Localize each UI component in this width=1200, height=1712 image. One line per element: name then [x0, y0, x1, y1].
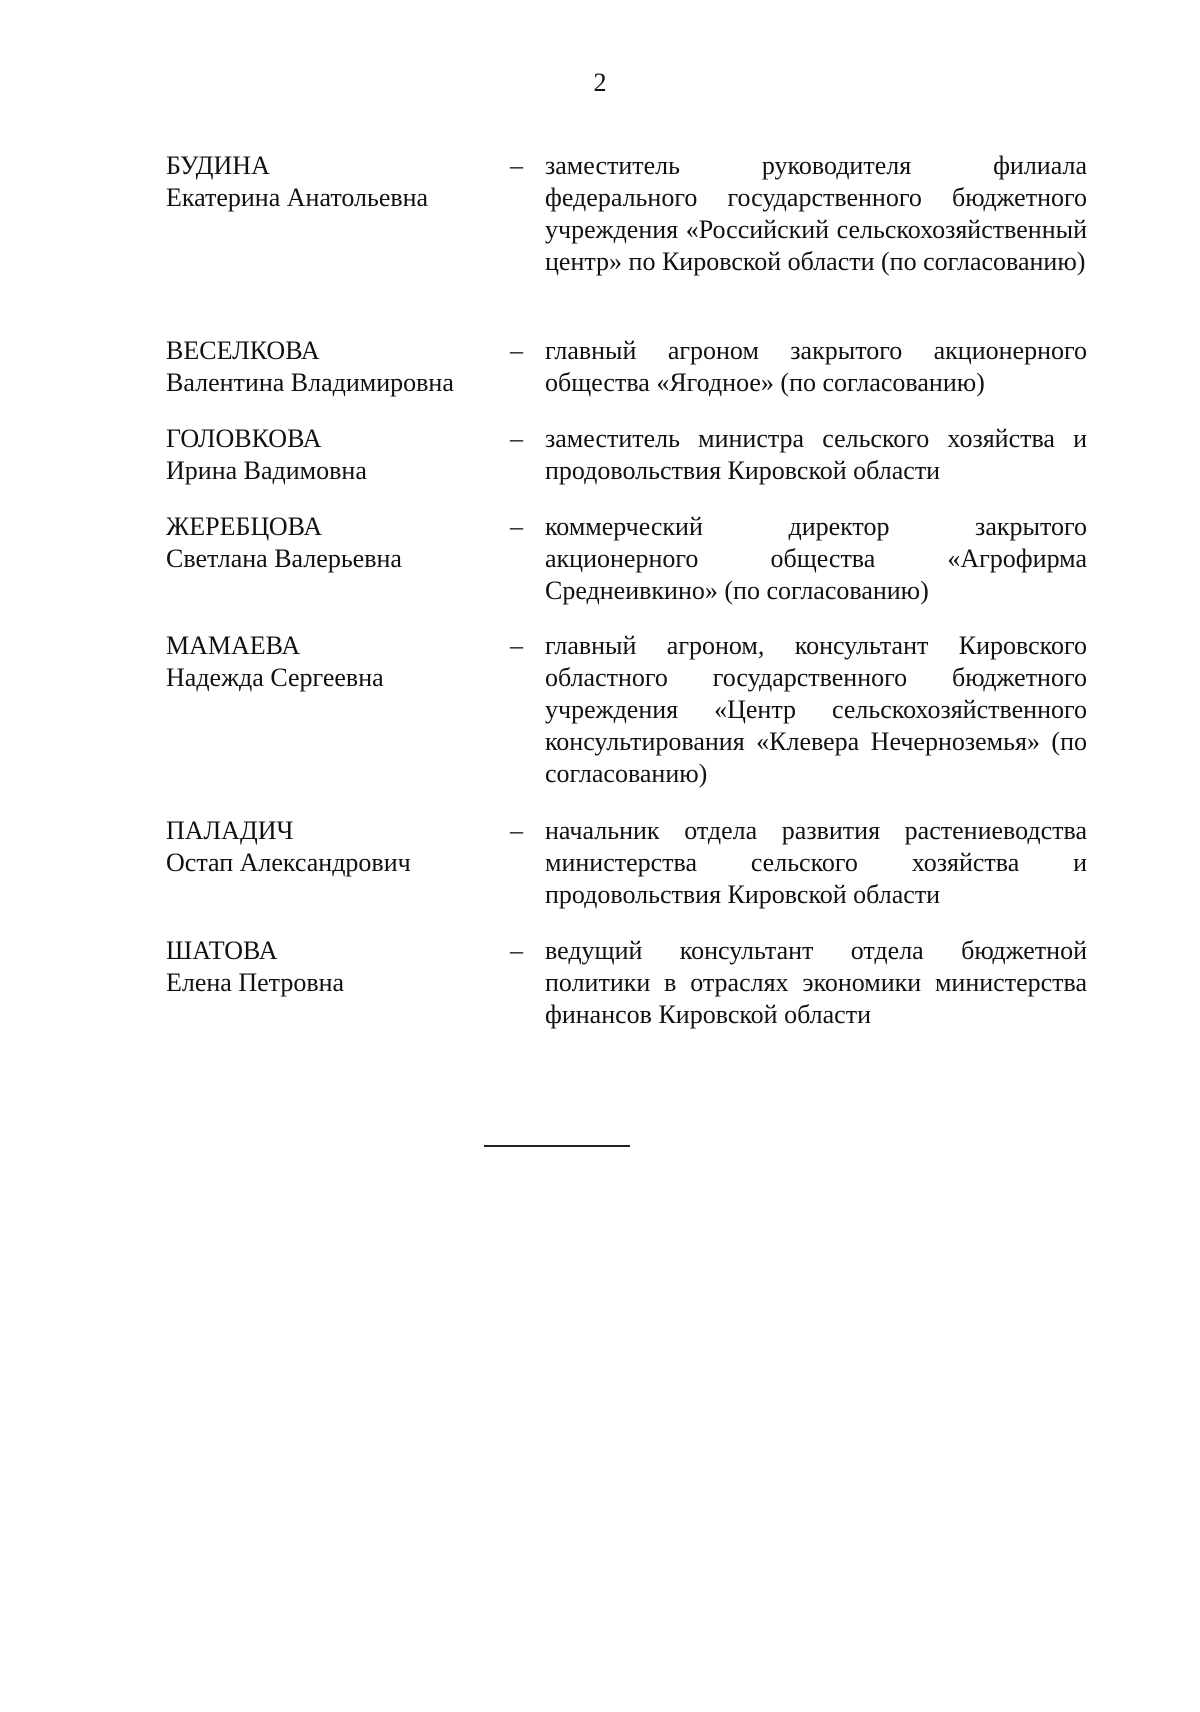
member-name — [166, 423, 496, 487]
member-given-name: Екатерина Анатольевна — [166, 183, 429, 212]
member-role: главный агроном закрытого акционерного общества «Ягодное» (по согласованию) — [545, 336, 1087, 397]
member-role: коммерческий директор закрытого акционерного общества «Агрофирма Среднеивкино» (по согласованию) — [545, 512, 1087, 605]
member-role: главный агроном, консультант Кировского областного государственного бюджетного учреждения «Центр сельскохозяйственного консультирования «Клевера Нечерноземья» (по согласованию) — [545, 631, 1087, 788]
member-name — [166, 511, 496, 575]
member-surname: БУДИНА — [166, 151, 270, 180]
member-surname: ЖЕРЕБЦОВА — [166, 512, 323, 541]
page-number: 2 — [593, 68, 607, 97]
member-role: начальник отдела развития растениеводства министерства сельского хозяйства и продовольствия Кировской области — [545, 816, 1087, 909]
separator-dash: – — [510, 631, 523, 660]
separator-dash: – — [510, 816, 523, 845]
member-surname: ШАТОВА — [166, 936, 278, 965]
separator-dash: – — [510, 336, 523, 365]
member-given-name: Светлана Валерьевна — [166, 544, 402, 573]
member-name — [166, 815, 496, 879]
member-role: заместитель министра сельского хозяйства и продовольствия Кировской области — [545, 424, 1087, 485]
closing-rule — [484, 1145, 630, 1147]
member-role: ведущий консультант отдела бюджетной политики в отраслях экономики министерства финансов Кировской области — [545, 936, 1087, 1029]
member-surname: ВЕСЕЛКОВА — [166, 336, 320, 365]
member-surname: МАМАЕВА — [166, 631, 301, 660]
member-surname: ПАЛАДИЧ — [166, 816, 294, 845]
separator-dash: – — [510, 424, 523, 453]
member-given-name: Ирина Вадимовна — [166, 456, 367, 485]
member-role: заместитель руководителя филиала федерального государственного бюджетного учреждения «Российский сельскохозяйственный центр» по Кировской области (по согласованию) — [545, 151, 1087, 276]
member-name — [166, 630, 496, 694]
member-given-name: Валентина Владимировна — [166, 368, 454, 397]
separator-dash: – — [510, 936, 523, 965]
member-surname: ГОЛОВКОВА — [166, 424, 322, 453]
separator-dash: – — [510, 512, 523, 541]
separator-dash: – — [510, 151, 523, 180]
member-given-name: Елена Петровна — [166, 968, 345, 997]
member-given-name: Остап Александрович — [166, 848, 411, 877]
member-name — [166, 150, 496, 214]
member-given-name: Надежда Сергеевна — [166, 663, 384, 692]
member-name — [166, 335, 496, 399]
member-name — [166, 935, 496, 999]
